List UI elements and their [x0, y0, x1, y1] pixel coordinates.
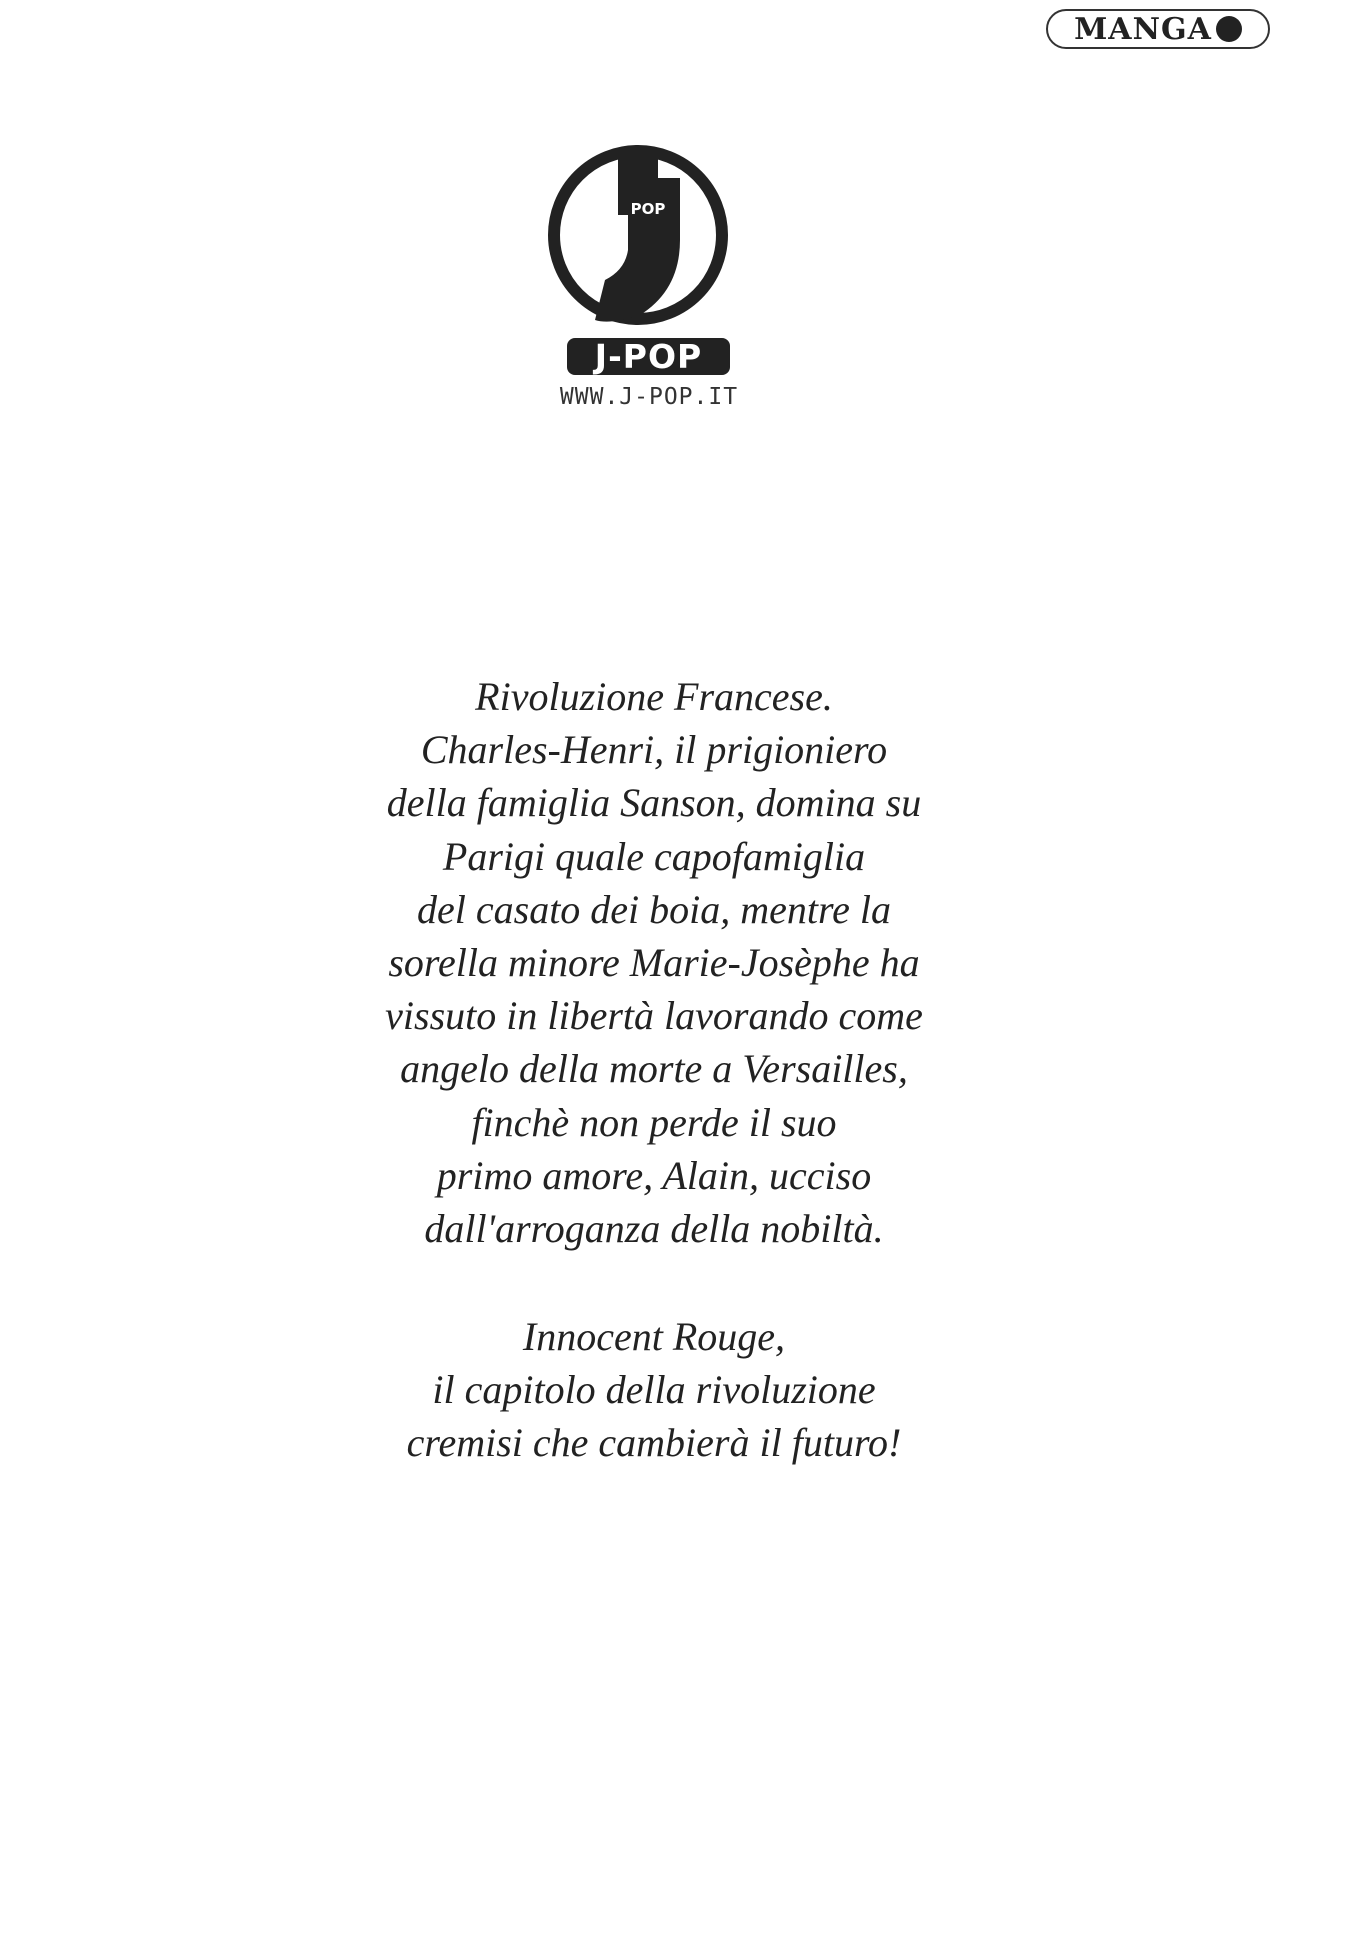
blurb-line: primo amore, Alain, ucciso [436, 1152, 872, 1198]
blurb-line: cremisi che cambierà il futuro! [406, 1420, 902, 1466]
blurb-line: del casato dei boia, mentre la [417, 886, 891, 932]
blurb-line: Parigi quale capofamiglia [442, 833, 866, 879]
manga-badge [1046, 9, 1270, 49]
blurb-line: Rivoluzione Francese. [475, 674, 833, 719]
blurb-line: dall'arroganza della nobiltà. [424, 1206, 884, 1252]
logo-url: WWW.J-POP.IT [559, 384, 739, 410]
blurb-line: vissuto in libertà lavorando come [385, 993, 923, 1039]
blurb-line: Innocent Rouge, [522, 1314, 786, 1359]
dot-icon [1216, 16, 1242, 42]
svg-text:POP: POP [630, 200, 666, 218]
blurb-paragraph-1 [354, 670, 954, 1255]
blurb-line: della famiglia Sanson, domina su [386, 780, 922, 826]
blurb-line: sorella minore Marie-Josèphe ha [388, 940, 920, 986]
blurb-line: il capitolo della rivoluzione [432, 1367, 876, 1413]
badge-label: MANGA [1074, 11, 1212, 47]
blurb-line: angelo della morte a Versailles, [400, 1046, 908, 1092]
jpop-emblem-icon [540, 140, 740, 340]
blurb-line: finchè non perde il suo [471, 1099, 837, 1145]
blurb-paragraph-2 [354, 1310, 954, 1470]
logo-wordmark: J-POP [567, 338, 730, 375]
jpop-logo [540, 140, 740, 420]
blurb-line: Charles-Henri, il prigioniero [420, 727, 888, 773]
